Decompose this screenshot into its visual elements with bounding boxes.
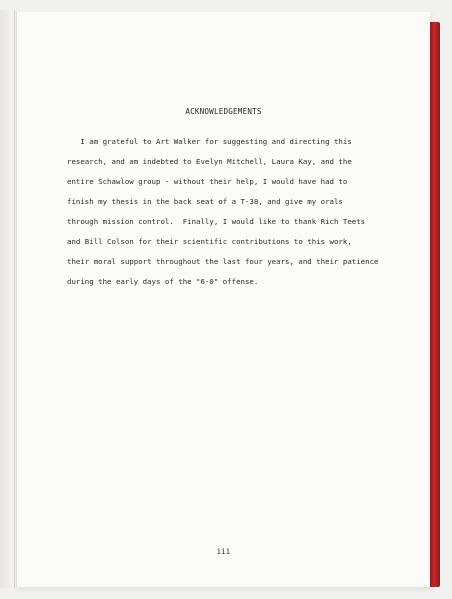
text-line: their moral support throughout the last four years, and their patience (67, 257, 379, 266)
text-line: during the early days of the "6-0" offense. (67, 277, 259, 286)
text-line: finish my thesis in the back seat of a T-38, and give my orals (67, 197, 343, 206)
acknowledgements-paragraph (67, 132, 417, 292)
page-number: iii (216, 547, 231, 556)
previous-page-edge (0, 10, 15, 588)
text-line: research, and am indebted to Evelyn Mitchell, Laura Kay, and the (67, 157, 352, 166)
text-line: through mission control. Finally, I would like to thank Rich Teets (67, 217, 366, 226)
text-line: I am grateful to Art Walker for suggesting and directing this (67, 137, 352, 146)
document-page (16, 12, 430, 587)
text-line: entire Schawlow group - without their help, I would have had to (67, 177, 348, 186)
text-line: and Bill Colson for their scientific contributions to this work, (67, 237, 352, 246)
page-heading: ACKNOWLEDGEMENTS (185, 107, 262, 116)
